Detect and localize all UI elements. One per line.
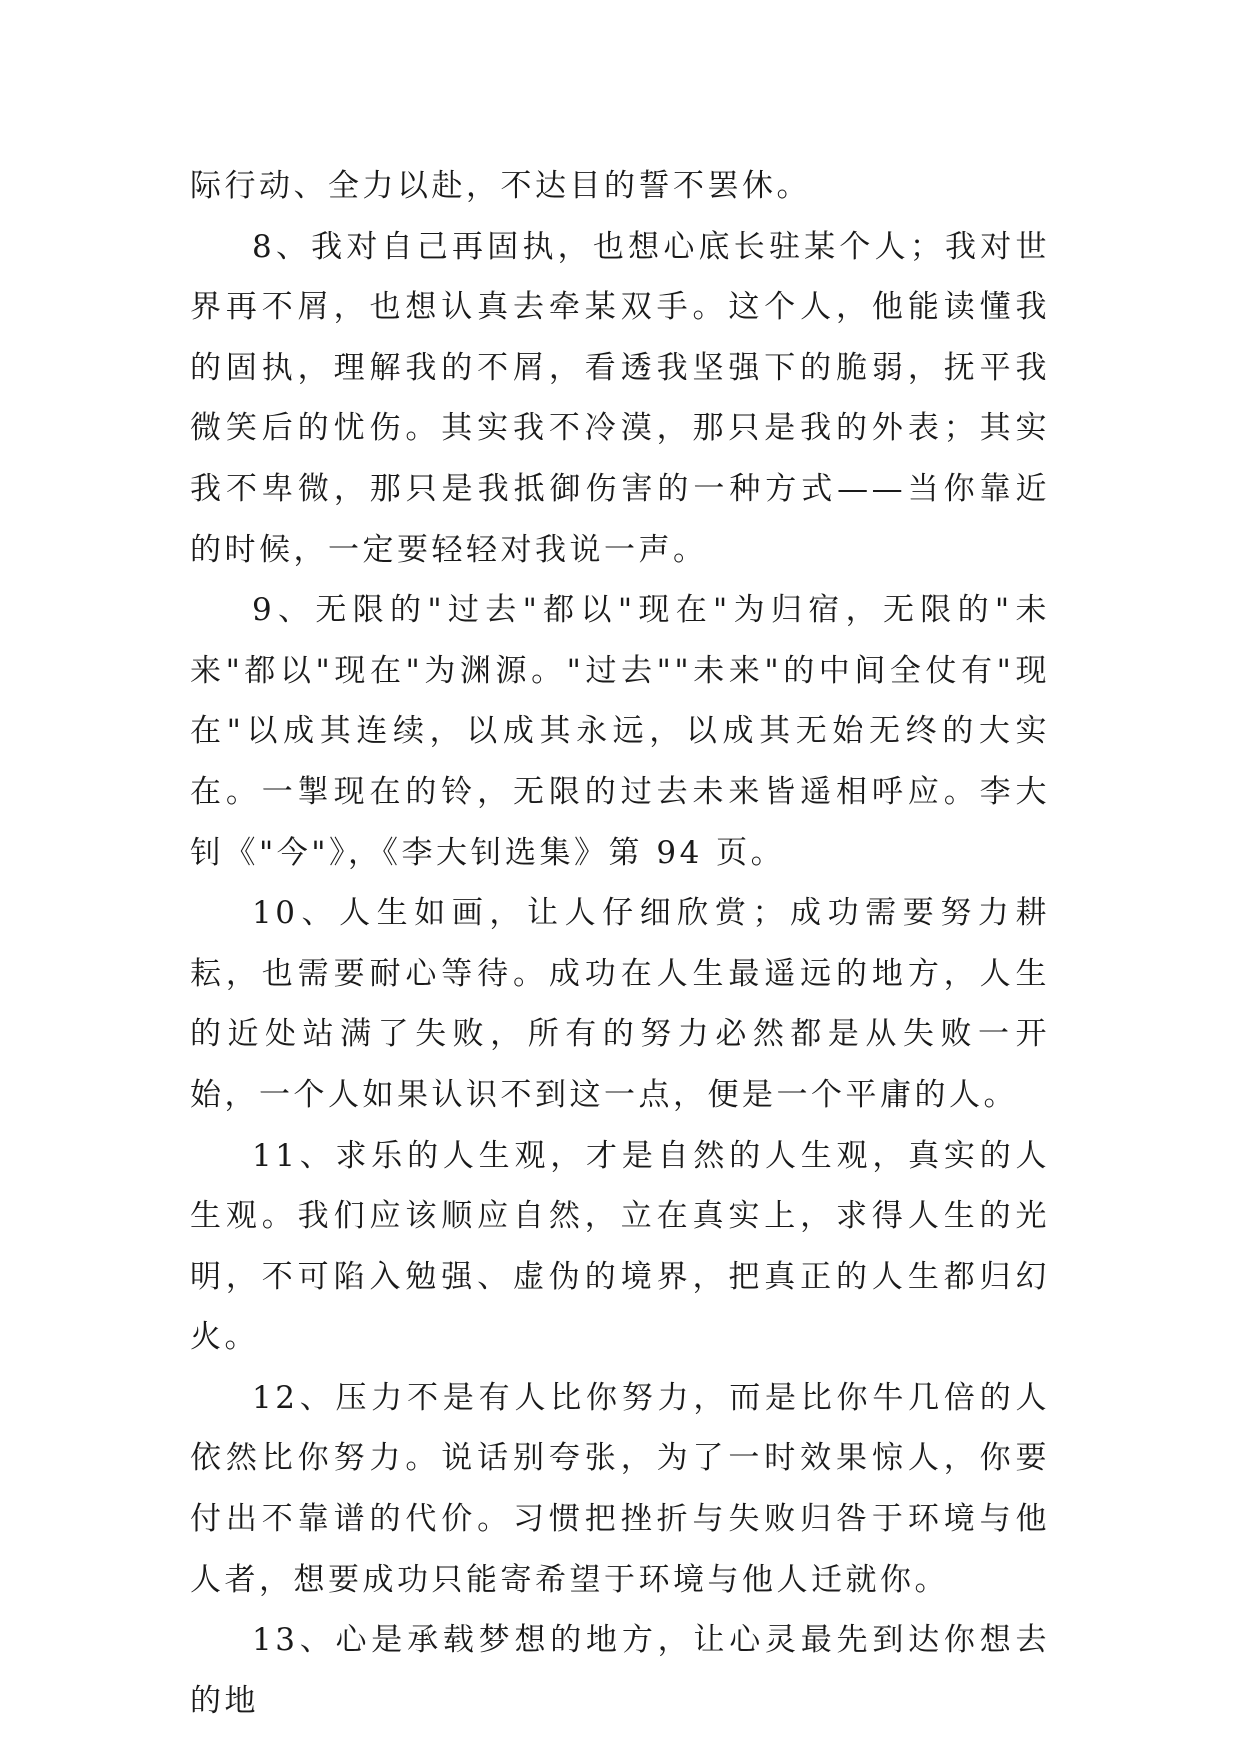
paragraph-continued: 际行动、全力以赴，不达目的誓不罢休。	[190, 168, 811, 204]
paragraph-item-13: 13、心是承载梦想的地方，让心灵最先到达你想去的地	[190, 1622, 1050, 1719]
paragraph-item-9: 9、无限的"过去"都以"现在"为归宿，无限的"未来"都以"现在"为渊源。"过去""未来"的中间全仗有"现在"以成其连续，以成其永远，以成其无始无终的大实在。一掣现在的铃，无限的过去未来皆遥相呼应。李大钊《"今"》，《李大钊选集》第 94 页。	[190, 592, 1050, 871]
paragraph-item-10: 10、人生如画，让人仔细欣赏；成功需要努力耕耘，也需要耐心等待。成功在人生最遥远的地方，人生的近处站满了失败，所有的努力必然都是从失败一开始，一个人如果认识不到这一点，便是一个平庸的人。	[190, 895, 1050, 1113]
paragraph-item-8: 8、我对自己再固执，也想心底长驻某个人；我对世界再不屑，也想认真去牵某双手。这个人，他能读懂我的固执，理解我的不屑，看透我坚强下的脆弱，抚平我微笑后的忧伤。其实我不冷漠，那只是我的外表；其实我不卑微，那只是我抵御伤害的一种方式——当你靠近的时候，一定要轻轻对我说一声。	[190, 228, 1050, 568]
paragraph-item-12: 12、压力不是有人比你努力，而是比你牛几倍的人依然比你努力。说话别夸张，为了一时效果惊人，你要付出不靠谱的代价。习惯把挫折与失败归咎于环境与他人者，想要成功只能寄希望于环境与他人迁就你。	[190, 1379, 1050, 1598]
paragraph-item-11: 11、求乐的人生观，才是自然的人生观，真实的人生观。我们应该顺应自然，立在真实上，求得人生的光明，不可陷入勉强、虚伪的境界，把真正的人生都归幻火。	[190, 1137, 1050, 1356]
page-body	[190, 156, 1050, 1731]
